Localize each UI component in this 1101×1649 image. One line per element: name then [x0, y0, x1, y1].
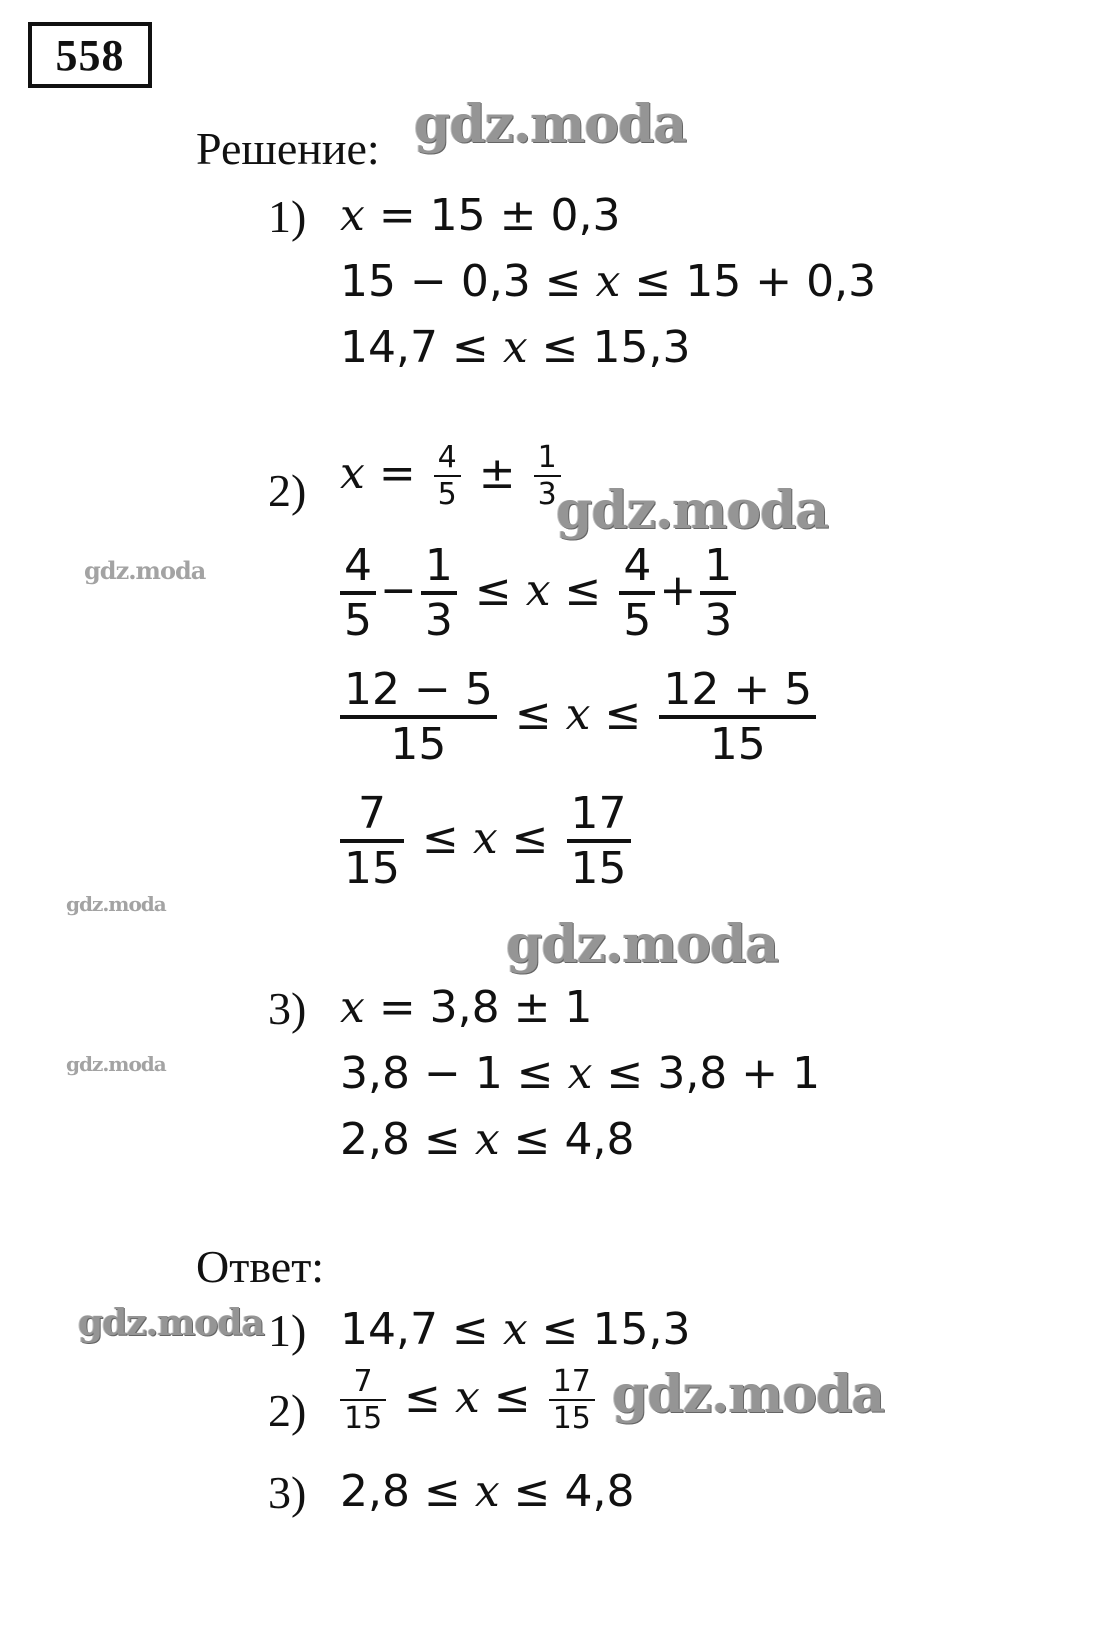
fraction: $\frac{4}{5}$ — [434, 440, 461, 512]
fraction: $\frac{4}{5}$ — [340, 540, 376, 646]
part3-line1: x = 3,8 ± 1 — [340, 982, 593, 1033]
part1-line1: x = 15 ± 0,3 — [340, 190, 621, 241]
fraction: $\frac{7}{15}$ — [340, 1364, 386, 1436]
part1-line2: 15 − 0,3 ≤ x ≤ 15 + 0,3 — [340, 256, 877, 307]
watermark: gdz.moda — [556, 480, 829, 541]
solution-heading: Решение: — [196, 123, 380, 174]
answer1: 14,7 ≤ x ≤ 15,3 — [340, 1304, 691, 1355]
part2-line3: $\frac{12 - 5}{15}$ ≤ x ≤ $\frac{12 + 5}{15}$ — [336, 664, 820, 770]
part1-line3: 14,7 ≤ x ≤ 15,3 — [340, 322, 691, 373]
fraction: $\frac{4}{5}$ — [619, 540, 655, 646]
watermark: gdz.moda — [612, 1364, 885, 1425]
fraction: $\frac{1}{3}$ — [421, 540, 457, 646]
fraction: $\frac{17}{15}$ — [567, 788, 631, 894]
fraction: $\frac{7}{15}$ — [340, 788, 404, 894]
fraction: $\frac{17}{15}$ — [549, 1364, 595, 1436]
watermark: gdz.moda — [78, 1302, 264, 1344]
part3-line2: 3,8 − 1 ≤ x ≤ 3,8 + 1 — [340, 1048, 821, 1099]
watermark: gdz.moda — [414, 94, 687, 155]
watermark: gdz.moda — [84, 556, 206, 585]
part2-line1: x = $\frac{4}{5}$ ± $\frac{1}{3}$ — [340, 440, 565, 512]
watermark: gdz.moda — [66, 1052, 166, 1076]
part1-label: 1) — [268, 191, 307, 242]
answer2-label: 2) — [268, 1385, 307, 1436]
part3-line3: 2,8 ≤ x ≤ 4,8 — [340, 1114, 635, 1165]
fraction: $\frac{12 + 5}{15}$ — [659, 664, 816, 770]
answer3: 2,8 ≤ x ≤ 4,8 — [340, 1466, 635, 1517]
answer-heading: Ответ: — [196, 1241, 325, 1292]
answer1-label: 1) — [268, 1305, 307, 1356]
watermark: gdz.moda — [506, 914, 779, 975]
answer2: $\frac{7}{15}$ ≤ x ≤ $\frac{17}{15}$ — [336, 1364, 599, 1436]
fraction: $\frac{12 - 5}{15}$ — [340, 664, 497, 770]
watermark: gdz.moda — [66, 892, 166, 916]
fraction: $\frac{1}{3}$ — [534, 440, 561, 512]
answer3-label: 3) — [268, 1467, 307, 1518]
part2-line2: $\frac{4}{5}$ − $\frac{1}{3}$ ≤ x ≤ $\frac{4}{5}$ + $\frac{1}{3}$ — [336, 540, 740, 646]
part2-line4: $\frac{7}{15}$ ≤ x ≤ $\frac{17}{15}$ — [336, 788, 635, 894]
problem-number: 558 — [28, 22, 152, 88]
part3-label: 3) — [268, 983, 307, 1034]
part2-label: 2) — [268, 465, 307, 516]
fraction: $\frac{1}{3}$ — [700, 540, 736, 646]
